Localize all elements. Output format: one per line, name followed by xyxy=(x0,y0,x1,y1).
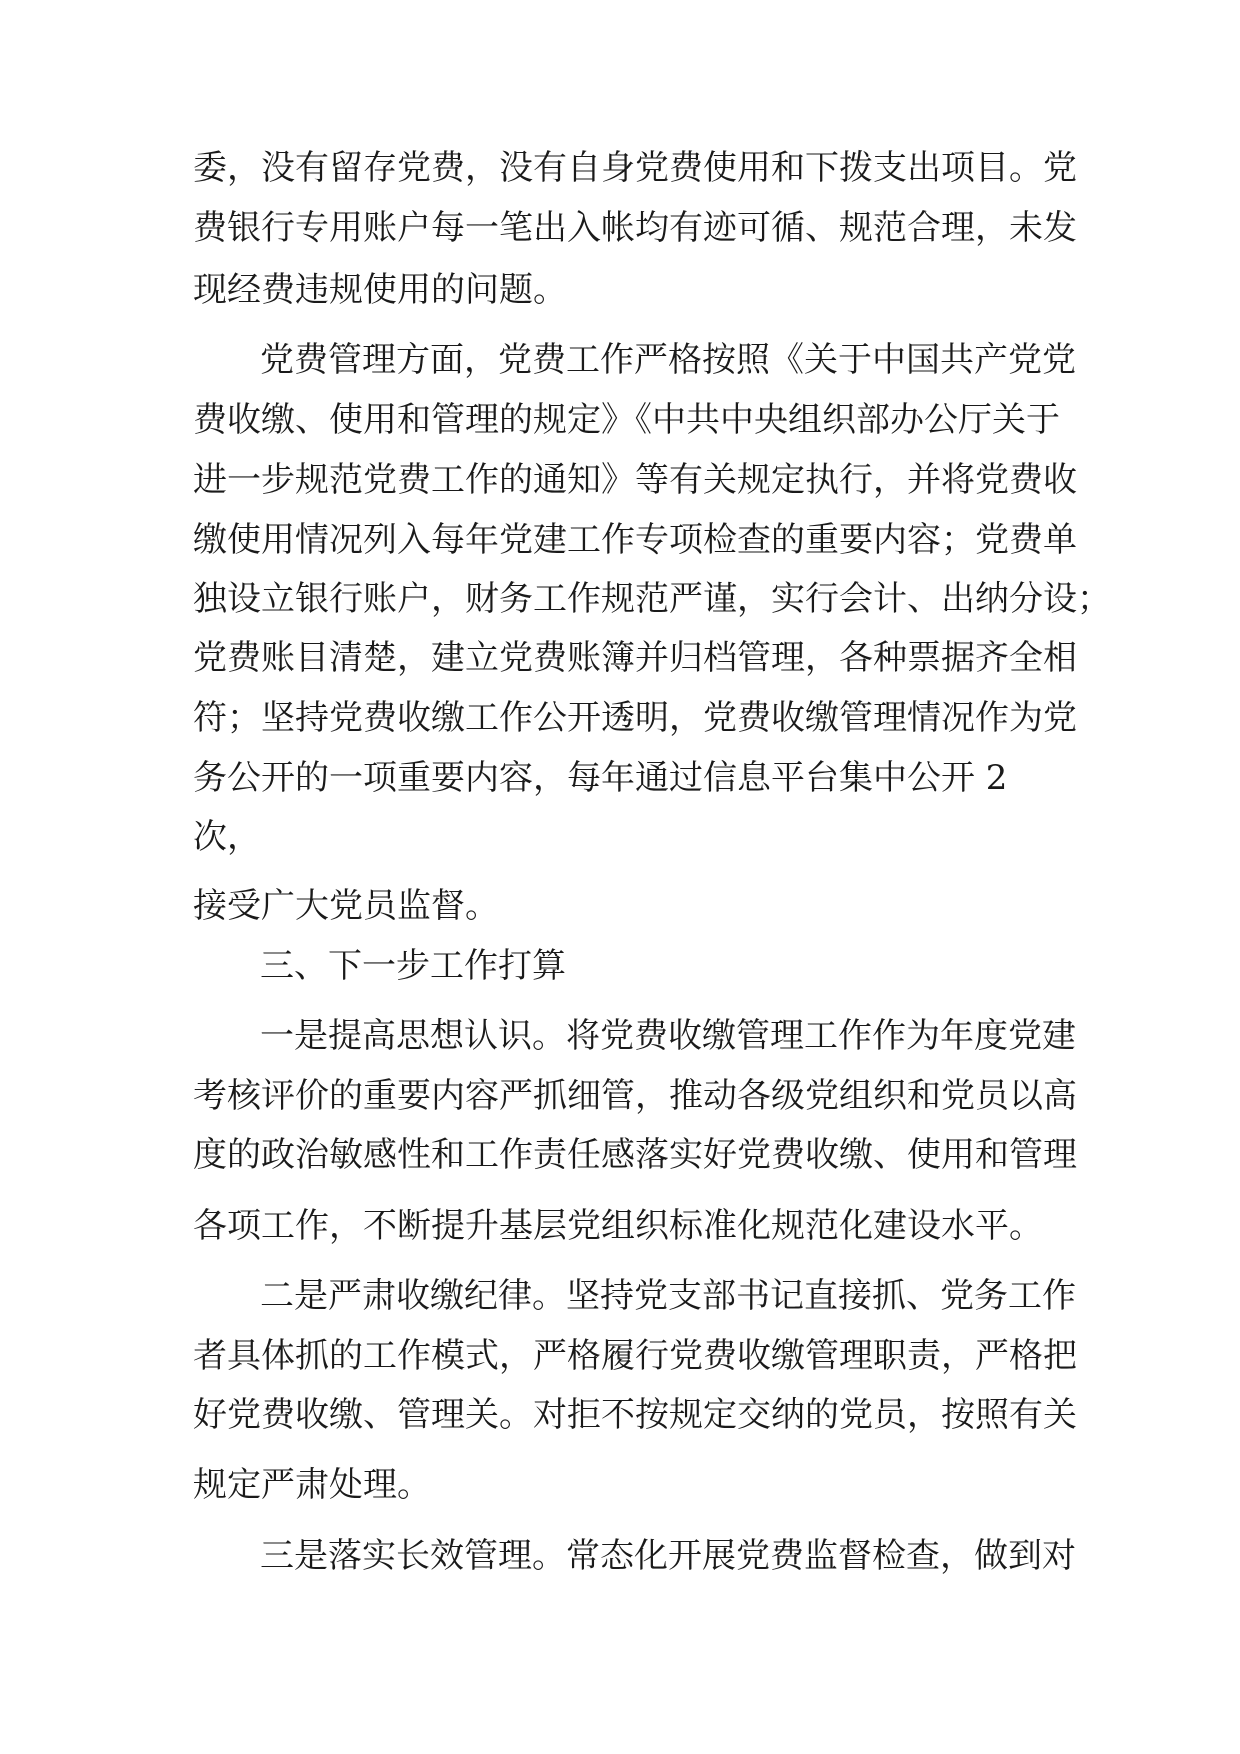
text-line: 务公开的一项重要内容，每年通过信息平台集中公开 2 xyxy=(193,758,1008,798)
text-line: 党费账目清楚，建立党费账簿并归档管理，各种票据齐全相 xyxy=(193,638,1077,678)
text-line: 考核评价的重要内容严抓细管，推动各级党组织和党员以高 xyxy=(193,1076,1077,1116)
text-line: 好党费收缴、管理关。对拒不按规定交纳的党员，按照有关 xyxy=(193,1395,1077,1435)
text-line: 委，没有留存党费，没有自身党费使用和下拨支出项目。党 xyxy=(193,148,1077,188)
text-line: 接受广大党员监督。 xyxy=(193,886,499,926)
text-line: 者具体抓的工作模式，严格履行党费收缴管理职责，严格把 xyxy=(193,1336,1077,1376)
text-line: 缴使用情况列入每年党建工作专项检查的重要内容；党费单 xyxy=(193,520,1077,560)
text-line: 现经费违规使用的问题。 xyxy=(193,270,567,310)
text-line: 度的政治敏感性和工作责任感落实好党费收缴、使用和管理 xyxy=(193,1135,1077,1175)
paragraph-first-line: 党费管理方面，党费工作严格按照《关于中国共产党党 xyxy=(260,340,1076,380)
paragraph-first-line: 二是严肃收缴纪律。坚持党支部书记直接抓、党务工作 xyxy=(260,1276,1076,1316)
text-line: 费银行专用账户每一笔出入帐均有迹可循、规范合理，未发 xyxy=(193,208,1077,248)
section-heading: 三、下一步工作打算 xyxy=(260,946,566,986)
text-line: 进一步规范党费工作的通知》等有关规定执行，并将党费收 xyxy=(193,460,1077,500)
text-line: 费收缴、使用和管理的规定》《中共中央组织部办公厅关于 xyxy=(193,400,1060,440)
text-line: 符；坚持党费收缴工作公开透明，党费收缴管理情况作为党 xyxy=(193,698,1077,738)
text-line: 独设立银行账户，财务工作规范严谨，实行会计、出纳分设； xyxy=(193,579,1111,619)
text-line: 规定严肃处理。 xyxy=(193,1465,431,1505)
paragraph-first-line: 三是落实长效管理。常态化开展党费监督检查，做到对 xyxy=(260,1536,1076,1576)
paragraph-first-line: 一是提高思想认识。将党费收缴管理工作作为年度党建 xyxy=(260,1016,1076,1056)
text-line: 次， xyxy=(193,817,261,857)
text-line: 各项工作，不断提升基层党组织标准化规范化建设水平。 xyxy=(193,1206,1043,1246)
